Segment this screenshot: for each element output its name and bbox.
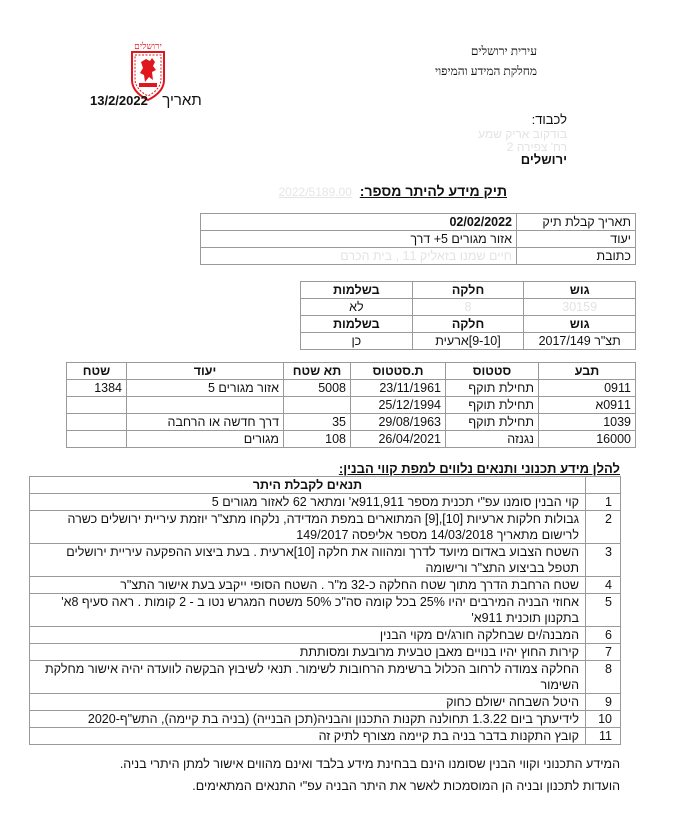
condition-text: השטח הצבוע באדום מיועד לדרך ומהווה את חלקה [10]ארעית . בעת ביצוע ההפקעה עיריית ירושלים תטפל בביצוע התצ"ר ורישומה [30, 544, 586, 577]
disclaimer-line-1: המידע התכנוני וקווי הבנין שסומנו הינם בבחינת מידע בלבד ואינם מהווים אישור למתן היתרי בניה. [119, 757, 620, 771]
recipient-name: בודקוב אריק שמע [478, 127, 567, 141]
table-row [201, 231, 636, 248]
table-row [201, 248, 636, 265]
table-cell: 5008 [284, 380, 351, 397]
table-cell: 26/04/2021 [351, 431, 446, 448]
gush-value: תצ"ר 2017/149 [524, 333, 636, 350]
conditions-table [29, 476, 621, 745]
condition-number: 10 [586, 711, 621, 728]
table-row [201, 214, 636, 231]
table-cell [127, 397, 284, 414]
condition-number: 11 [586, 728, 621, 745]
department-name: מחלקת המידע והמיפוי [434, 64, 537, 78]
condition-text: גבולות חלקות ארעיות [10],[9] המתוארים במפת המדידה, נלקחו מתצ"ר יוזמת עיריית ירושלים כשרה לרישום מתאריך 14/03/2018 מספר אליפסה 149/2017 [30, 511, 586, 544]
table-cell: דרך חדשה או הרחבה [127, 414, 284, 431]
column-header: חלקה [412, 316, 524, 333]
column-header: תבע [539, 363, 636, 380]
table-cell: 25/12/1994 [351, 397, 446, 414]
table-cell: תחילת תוקף [446, 397, 539, 414]
table-row [67, 431, 636, 448]
column-header: ת.סטטוס [351, 363, 446, 380]
condition-number: 9 [586, 694, 621, 711]
complete-value: כן [301, 333, 413, 350]
table-cell: תחילת תוקף [446, 414, 539, 431]
table-row [67, 397, 636, 414]
column-header: סטטוס [446, 363, 539, 380]
recipient-to-label: לכבוד: [531, 112, 567, 127]
condition-row [30, 577, 621, 594]
table-cell: 0911א [539, 397, 636, 414]
table-cell: 35 [284, 414, 351, 431]
column-header: בשלמות [301, 316, 413, 333]
file-details-table [200, 213, 636, 265]
gush-value: 30159 [524, 299, 636, 316]
table-row [67, 414, 636, 431]
date-value: 13/2/2022 [90, 93, 148, 108]
table-cell [67, 414, 127, 431]
recipient-city: ירושלים [520, 152, 567, 167]
condition-text: קובץ התקנות בדבר בניה בת קיימה מצורף לתיק זה [30, 728, 586, 745]
zoning-label: יעוד [517, 231, 636, 248]
helka-value: 8 [412, 299, 524, 316]
condition-number: 8 [586, 661, 621, 694]
condition-row [30, 711, 621, 728]
table-cell: 16000 [539, 431, 636, 448]
condition-text: קירות החוץ יהיו בנויים מאבן טבעית מרובעת ומסותתת [30, 644, 586, 661]
condition-text: המבנה/ים שבחלקה חורג/ים מקוי הבנין [30, 627, 586, 644]
table-header-row [67, 363, 636, 380]
column-header: שטח [67, 363, 127, 380]
condition-row [30, 694, 621, 711]
condition-text: שטח הרחבת הדרך מתוך שטח החלקה כ-32 מ"ר . השטח הסופי ייקבע בעת אישור התצ"ר [30, 577, 586, 594]
letter-date [90, 92, 202, 110]
table-cell [67, 397, 127, 414]
table-cell: 1039 [539, 414, 636, 431]
condition-number: 5 [586, 594, 621, 627]
table-cell: 1384 [67, 380, 127, 397]
table-cell: 23/11/1961 [351, 380, 446, 397]
condition-row [30, 544, 621, 577]
column-header: תא שטח [284, 363, 351, 380]
column-header: יעוד [127, 363, 284, 380]
disclaimer-line-2: הועדות לתכנון ובניה הן המוסמכות לאשר את היתר הבניה עפ"י התנאים המתאימים. [192, 779, 620, 793]
table-cell [284, 397, 351, 414]
column-header: גוש [524, 282, 636, 299]
address-value: חיים שמנו בזאליק 11 , בית הכרם [201, 248, 517, 265]
condition-number: 6 [586, 627, 621, 644]
table-cell: תחילת תוקף [446, 380, 539, 397]
plans-table [66, 362, 636, 448]
recipient-address: רח' צפירה 2 [506, 140, 567, 154]
column-header: גוש [524, 316, 636, 333]
condition-text: החלקה צמודה לרחוב הכלול ברשימת הרחובות לשימור. תנאי לשיבוץ הבקשה לוועדה יהיה אישור מחלקת השימור [30, 661, 586, 694]
condition-number: 3 [586, 544, 621, 577]
table-header-row [301, 316, 636, 333]
conditions-intro: להלן מידע תכנוני ותנאים נלווים למפת קווי הבנין: [338, 461, 620, 476]
table-cell: 29/08/1963 [351, 414, 446, 431]
table-cell: 0911 [539, 380, 636, 397]
file-number: 2022/5189.00 [278, 185, 352, 199]
condition-row [30, 728, 621, 745]
logo-text: ירושלים [134, 41, 162, 51]
zoning-value: אזור מגורים 5+ דרך [201, 231, 517, 248]
table-row [67, 380, 636, 397]
table-row [301, 299, 636, 316]
table-header-row [301, 282, 636, 299]
number-column-header [586, 477, 621, 494]
conditions-header: תנאים לקבלת היתר [30, 477, 586, 494]
condition-text: היטל השבחה ישולם כחוק [30, 694, 586, 711]
org-name: עירית ירושלים [470, 44, 537, 58]
table-cell: מגורים [127, 431, 284, 448]
condition-text: אחוזי הבניה המירבים יהיו 25% בכל קומה סה"כ 50% משטח המגרש נטו ב - 2 קומות . ראה סעיף 8א' בתקנון תוכנית 911א' [30, 594, 586, 627]
table-cell: אזור מגורים 5 [127, 380, 284, 397]
condition-number: 1 [586, 494, 621, 511]
receipt-date-value: 02/02/2022 [201, 214, 517, 231]
condition-row [30, 644, 621, 661]
condition-row [30, 494, 621, 511]
condition-number: 7 [586, 644, 621, 661]
table-header-row [30, 477, 621, 494]
parcels-table [300, 281, 636, 350]
date-label: תאריך [162, 92, 202, 109]
address-label: כתובת [517, 248, 636, 265]
table-cell: נגנזה [446, 431, 539, 448]
complete-value: לא [301, 299, 413, 316]
file-title-text: תיק מידע להיתר מספר: [359, 183, 507, 199]
column-header: חלקה [412, 282, 524, 299]
condition-text: לידיעתך ביום 1.3.22 תחולנה תקנות התכנון והבניה(תכן הבנייה) (בניה בת קיימה), התש"ף-2020 [30, 711, 586, 728]
condition-row [30, 594, 621, 627]
condition-row [30, 511, 621, 544]
condition-number: 4 [586, 577, 621, 594]
file-title [279, 183, 508, 199]
receipt-date-label: תאריך קבלת תיק [517, 214, 636, 231]
condition-text: קוי הבנין סומנו עפ"י תכנית מספר 911,911א' ומתאר 62 לאזור מגורים 5 [30, 494, 586, 511]
column-header: בשלמות [301, 282, 413, 299]
condition-row [30, 661, 621, 694]
table-cell [67, 431, 127, 448]
table-row [301, 333, 636, 350]
helka-value: [9-10]ארעית [412, 333, 524, 350]
condition-number: 2 [586, 511, 621, 544]
condition-row [30, 627, 621, 644]
table-cell: 108 [284, 431, 351, 448]
